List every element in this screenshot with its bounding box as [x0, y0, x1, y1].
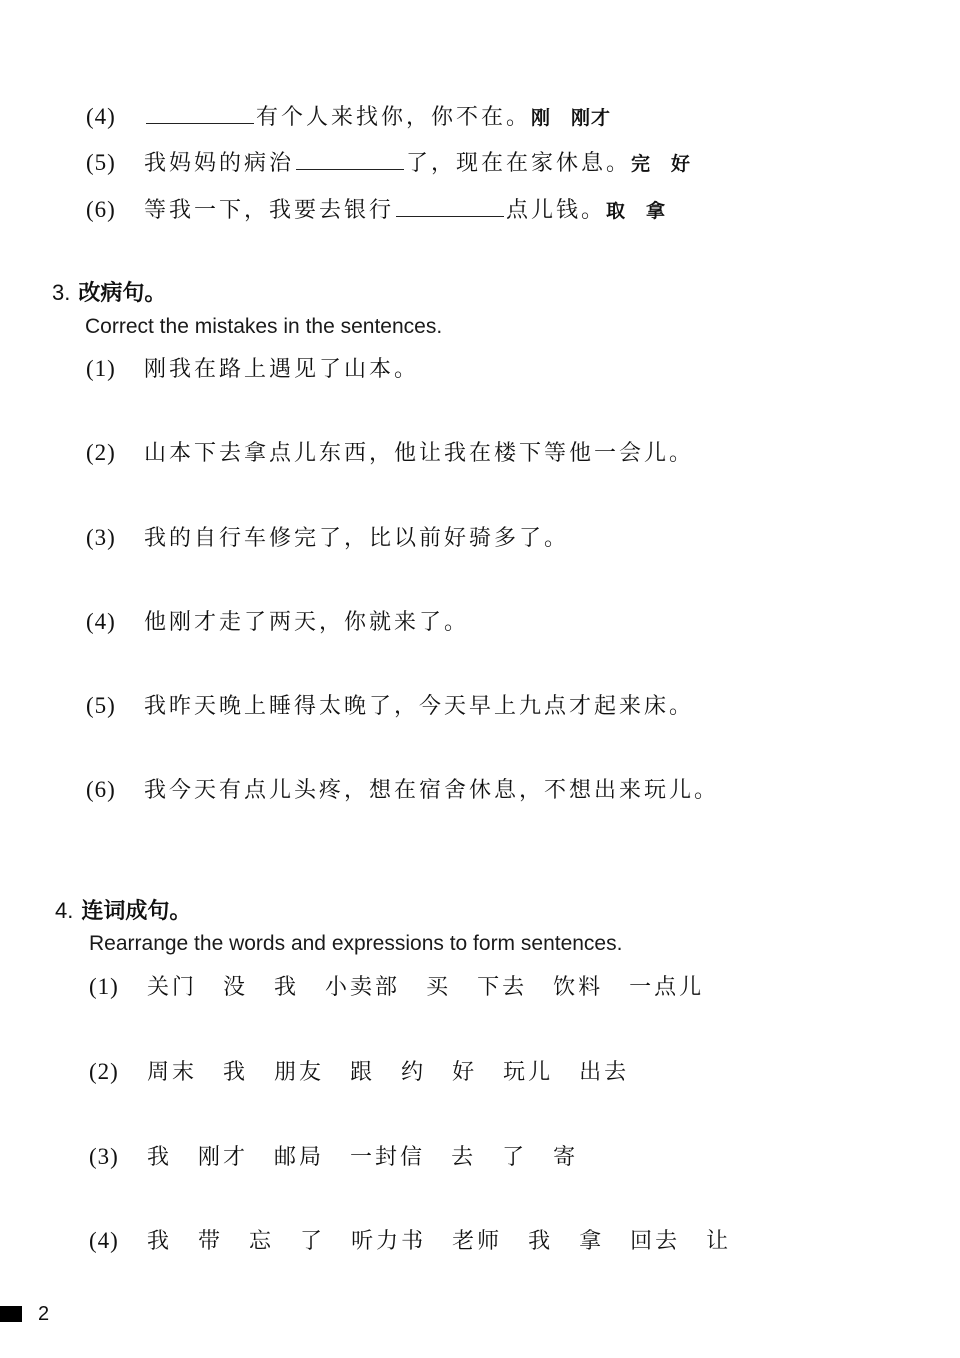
word: 没	[223, 975, 249, 1000]
section-3-heading	[52, 278, 166, 309]
item-number: (5)	[86, 693, 116, 718]
item-number: (1)	[89, 974, 119, 999]
answer-blank[interactable]	[396, 196, 504, 217]
word: 我	[147, 1229, 173, 1254]
word: 出去	[579, 1060, 630, 1085]
sentence-text: 我的自行车修完了，比以前好骑多了。	[144, 526, 570, 551]
item-number: (6)	[86, 777, 116, 802]
page-number: 2	[38, 1303, 50, 1325]
word-choices	[531, 107, 611, 129]
item-number: (4)	[89, 1228, 119, 1253]
sentence-text: 我昨天晚上睡得太晚了，今天早上九点才起来床。	[144, 694, 695, 719]
word: 寄	[553, 1145, 579, 1170]
word: 我	[223, 1060, 249, 1085]
correction-item-4	[86, 607, 469, 638]
word: 邮局	[274, 1145, 325, 1170]
word: 了	[300, 1229, 326, 1254]
word: 听力书	[351, 1229, 427, 1254]
section-title: 连词成句。	[81, 899, 192, 924]
item-number: (3)	[86, 525, 116, 550]
section-number: 3.	[52, 280, 71, 305]
item-number: (3)	[89, 1144, 119, 1169]
word: 下去	[477, 975, 528, 1000]
item-number: (4)	[86, 104, 116, 129]
section-3-instruction: Correct the mistakes in the sentences.	[85, 315, 443, 338]
section-4-instruction: Rearrange the words and expressions to form sentences.	[89, 932, 623, 955]
page-edge-marker	[0, 1306, 22, 1322]
choice-1: 刚	[531, 107, 552, 129]
word: 老师	[452, 1229, 503, 1254]
word: 跟	[350, 1060, 376, 1085]
choice-1: 完	[631, 153, 652, 175]
word: 带	[198, 1229, 224, 1254]
word: 小卖部	[325, 975, 401, 1000]
word: 拿	[579, 1229, 605, 1254]
word: 回去	[630, 1229, 681, 1254]
sentence-text: 他刚才走了两天，你就来了。	[144, 610, 470, 635]
correction-item-6	[86, 775, 719, 806]
word: 关门	[147, 975, 198, 1000]
section-title: 改病句。	[78, 281, 167, 306]
word: 好	[452, 1060, 478, 1085]
word: 玩儿	[503, 1060, 554, 1085]
sentence-text: 山本下去拿点儿东西，他让我在楼下等他一会儿。	[144, 441, 695, 466]
sentence-before: 等我一下，我要去银行	[144, 198, 395, 223]
correction-item-1	[86, 354, 419, 385]
sentence-text: 刚我在路上遇见了山本。	[144, 357, 420, 382]
word: 一封信	[350, 1145, 426, 1170]
word: 饮料	[553, 975, 604, 1000]
fill-in-item-6	[86, 195, 666, 226]
section-number: 4.	[55, 898, 74, 923]
word: 我	[528, 1229, 554, 1254]
item-number: (6)	[86, 197, 116, 222]
item-number: (4)	[86, 609, 116, 634]
item-number: (5)	[86, 150, 116, 175]
word: 朋友	[274, 1060, 325, 1085]
section-4-heading	[55, 896, 191, 927]
word: 让	[706, 1229, 732, 1254]
word-choices	[606, 200, 666, 222]
correction-item-5	[86, 691, 694, 722]
item-number: (2)	[86, 440, 116, 465]
item-number: (1)	[86, 356, 116, 381]
rearrange-item-2	[89, 1057, 655, 1088]
item-number: (2)	[89, 1059, 119, 1084]
fill-in-item-5	[86, 148, 691, 179]
rearrange-item-3	[89, 1142, 604, 1173]
rearrange-item-4	[89, 1226, 757, 1257]
sentence-after: 有个人来找你，你不在。	[256, 105, 532, 130]
word: 周末	[147, 1060, 198, 1085]
sentence-after: 了，现在在家休息。	[406, 151, 632, 176]
word: 约	[401, 1060, 427, 1085]
answer-blank[interactable]	[296, 149, 404, 170]
choice-2: 刚才	[571, 107, 612, 129]
choice-1: 取	[606, 200, 627, 222]
sentence-before: 我妈妈的病治	[144, 151, 295, 176]
word: 我	[274, 975, 300, 1000]
sentence-after: 点儿钱。	[506, 198, 607, 223]
word: 了	[502, 1145, 528, 1170]
word: 一点儿	[629, 975, 705, 1000]
rearrange-item-1	[89, 972, 730, 1003]
choice-2: 拿	[646, 200, 667, 222]
word: 刚才	[198, 1145, 249, 1170]
fill-in-item-4	[86, 102, 611, 133]
word-choices	[631, 153, 691, 175]
word: 去	[451, 1145, 477, 1170]
answer-blank[interactable]	[146, 103, 254, 124]
correction-item-3	[86, 523, 569, 554]
choice-2: 好	[671, 153, 692, 175]
word: 买	[426, 975, 452, 1000]
word: 忘	[249, 1229, 275, 1254]
correction-item-2	[86, 438, 694, 469]
sentence-text: 我今天有点儿头疼，想在宿舍休息，不想出来玩儿。	[144, 778, 720, 803]
word: 我	[147, 1145, 173, 1170]
